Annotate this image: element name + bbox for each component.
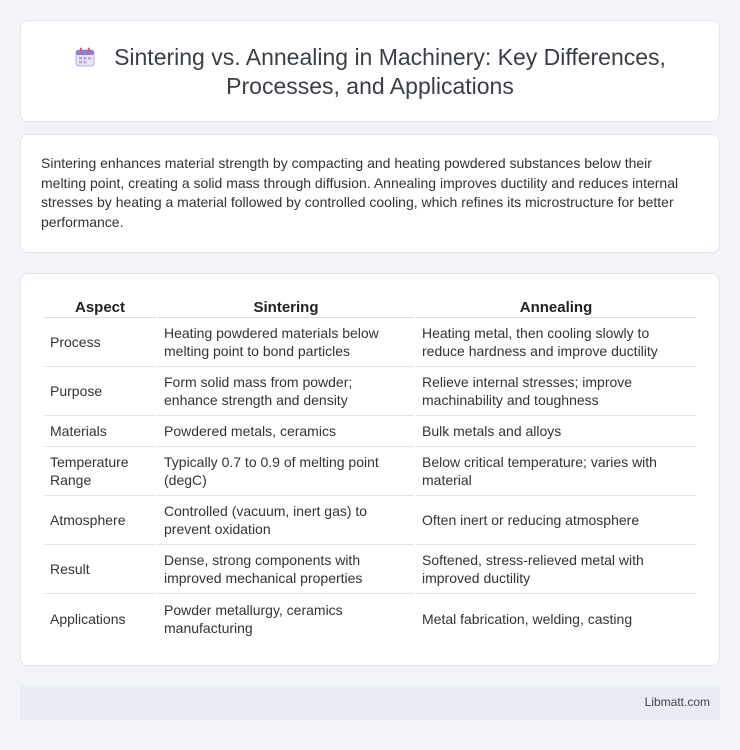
row-aspect: Temperature Range [44, 447, 156, 496]
header-annealing: Annealing [416, 294, 696, 318]
row-sintering: Dense, strong components with improved mechanical properties [158, 545, 414, 594]
row-annealing: Heating metal, then cooling slowly to reduce hardness and improve ductility [416, 318, 696, 367]
row-aspect: Atmosphere [44, 496, 156, 545]
row-sintering: Powder metallurgy, ceramics manufacturing [164, 601, 343, 636]
intro-paragraph: Sintering enhances material strength by compacting and heating powdered substances below their melting point, creating a solid mass through diffusion. Annealing improves ductility and reduces internal stresses by heating a material followed by controlled cooling, which refines its microstructure for better performance. [41, 155, 679, 230]
row-annealing: Metal fabrication, welding, casting [422, 610, 633, 627]
header-sintering: Sintering [158, 294, 414, 318]
row-sintering: Form solid mass from powder; enhance strength and density [158, 367, 414, 416]
footer-site-link[interactable]: Libmatt.com [644, 695, 710, 709]
table-row [44, 416, 696, 447]
comparison-table [42, 294, 698, 643]
row-annealing: Relieve internal stresses; improve machinability and toughness [416, 367, 696, 416]
row-annealing: Often inert or reducing atmosphere [416, 496, 696, 545]
row-aspect: Applications [50, 610, 126, 627]
row-aspect: Process [44, 318, 156, 367]
row-aspect: Result [44, 545, 156, 594]
table-row [44, 545, 696, 594]
row-sintering: Typically 0.7 to 0.9 of melting point (degC) [158, 447, 414, 496]
table-row [44, 594, 696, 643]
table-row [44, 496, 696, 545]
row-sintering: Powdered metals, ceramics [158, 416, 414, 447]
page-title-text: Sintering vs. Annealing in Machinery: Key Differences, Processes, and Applications [114, 44, 666, 99]
row-annealing: Below critical temperature; varies with material [416, 447, 696, 496]
comparison-card [20, 273, 720, 666]
table-row [44, 318, 696, 367]
row-annealing: Bulk metals and alloys [416, 416, 696, 447]
row-aspect: Materials [44, 416, 156, 447]
row-sintering: Controlled (vacuum, inert gas) to prevent oxidation [158, 496, 414, 545]
table-header-row [44, 294, 696, 318]
title-card [20, 20, 720, 122]
row-aspect: Purpose [44, 367, 156, 416]
table-row [44, 367, 696, 416]
calendar-icon [74, 46, 96, 68]
row-annealing: Softened, stress-relieved metal with improved ductility [416, 545, 696, 594]
table-row [44, 447, 696, 496]
footer-bar [20, 686, 720, 720]
intro-card [20, 134, 720, 253]
header-aspect: Aspect [44, 294, 156, 318]
page-title [50, 43, 690, 101]
row-sintering: Heating powdered materials below melting point to bond particles [158, 318, 414, 367]
